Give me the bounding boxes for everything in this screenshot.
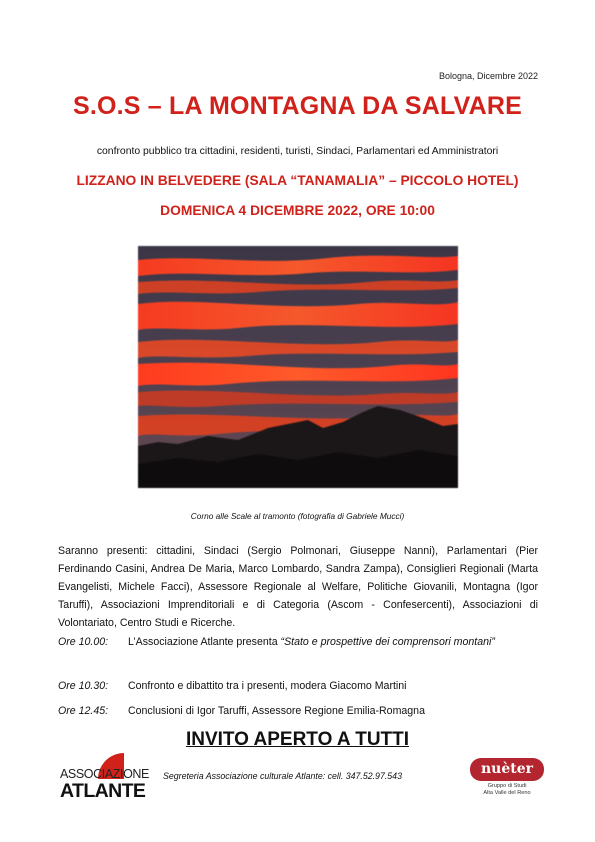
open-invitation-heading: INVITO APERTO A TUTTI [185, 729, 410, 750]
schedule-description: Confronto e dibattito tra i presenti, modera Giacomo Martini [128, 680, 407, 692]
atlante-logo-line2: ATLANTE [60, 780, 146, 802]
schedule-time: Ore 12.45: [58, 705, 109, 717]
schedule-time: Ore 10.30: [58, 680, 109, 692]
associazione-atlante-logo [58, 749, 149, 805]
document-date: Bologna, Dicembre 2022 [438, 71, 538, 81]
schedule-description [128, 633, 538, 651]
atlante-logo-line1: ASSOCIAZIONE [60, 767, 149, 781]
nueter-logo-subtitle-1: Gruppo di Studi [487, 783, 527, 789]
page-subtitle: confronto pubblico tra cittadini, residenti, turisti, Sindaci, Parlamentari ed Amministratori [96, 146, 499, 157]
sunset-mountain-photo [138, 246, 458, 488]
schedule-time: Ore 10.00: [58, 636, 109, 648]
event-datetime: DOMENICA 4 DICEMBRE 2022, ORE 10:00 [160, 203, 435, 218]
schedule-row [58, 702, 538, 720]
schedule-description: Conclusioni di Igor Taruffi, Assessore Regione Emilia-Romagna [128, 705, 425, 717]
photo-caption: Corno alle Scale al tramonto (fotografia di Gabriele Mucci) [190, 511, 405, 521]
schedule-row [58, 633, 538, 669]
nueter-logo-name: nuèter [470, 758, 544, 781]
participants-paragraph: Saranno presenti: cittadini, Sindaci (Sergio Polmonari, Giuseppe Nanni), Parlamentari (Pier Ferdinando Casini, Andrea De Maria, Marco Lombardo, Sandra Zampa), Consiglieri Regionali (Marta Evangelisti, Michele Facci), Assessore Regionale al Welfare, Politiche Giovanili, Montagna (Igor Taruffi), Associazioni Imprenditoriali e di Categoria (Ascom - Confesercenti), Associazioni di Volontariato, Centro Studi e Ricerche. [58, 545, 538, 629]
event-venue: LIZZANO IN BELVEDERE (SALA “TANAMALIA” – PICCOLO HOTEL) [76, 173, 519, 188]
page-title: S.O.S – LA MONTAGNA DA SALVARE [72, 92, 523, 120]
secretariat-contact: Segreteria Associazione culturale Atlante: cell. 347.52.97.543 [163, 771, 402, 781]
nueter-logo-subtitle-2: Alta Valle del Reno [483, 790, 531, 796]
presentation-title: “Stato e prospettive dei comprensori montani” [280, 636, 495, 648]
schedule-description-text: L’Associazione Atlante presenta [128, 636, 281, 648]
nueter-logo [470, 758, 544, 800]
schedule-row [58, 677, 538, 695]
